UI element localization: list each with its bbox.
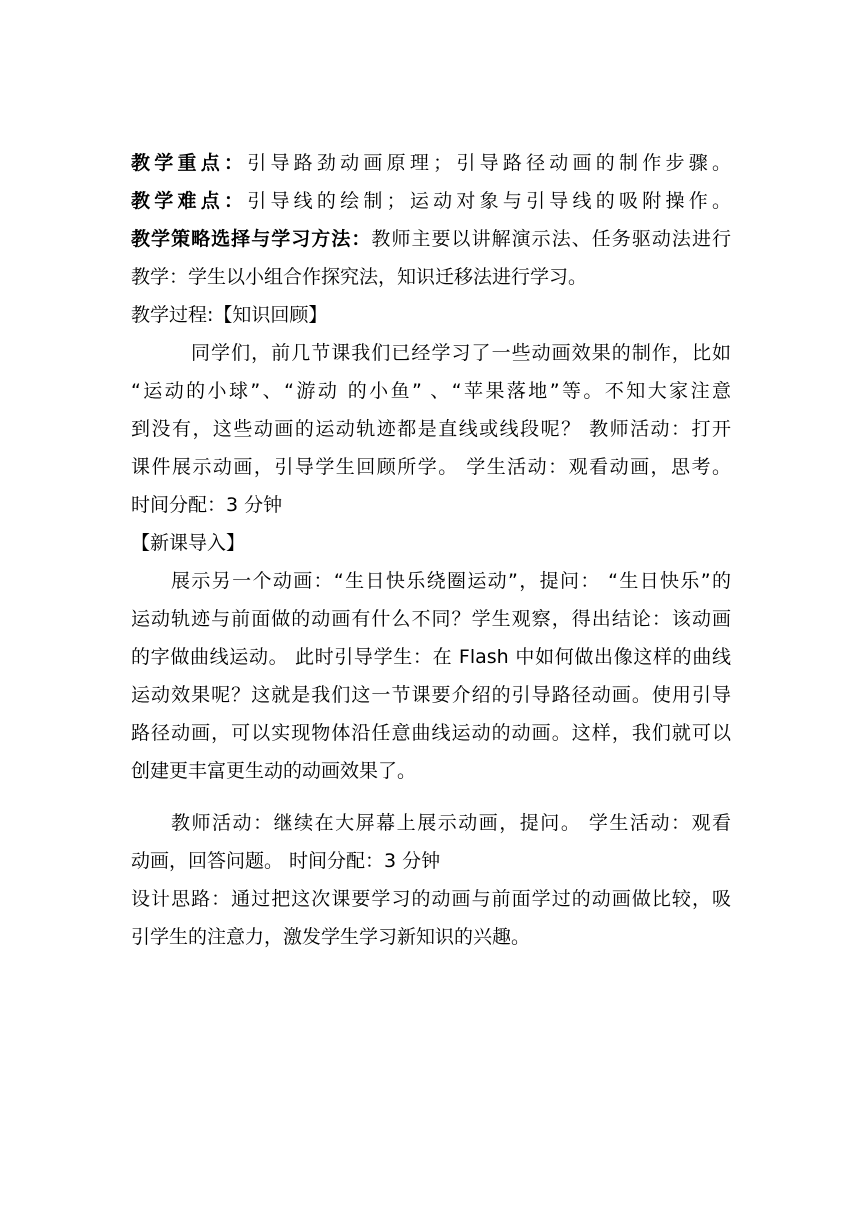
new-lesson-heading: 【新课导入】 <box>131 532 246 554</box>
teaching-strategy-text: 教师主要以讲解演示法、任务驱动法进行 <box>371 228 731 250</box>
intro-paragraph-line-2: 运动轨迹与前面做的动画有什么不同？学生观察，得出结论：该动画 <box>131 608 731 630</box>
review-paragraph-line-3: 到没有，这些动画的运动轨迹都是直线或线段呢？ 教师活动：打开 <box>131 418 731 440</box>
teaching-focus-text: 引导路劲动画原理；引导路径动画的制作步骤。 <box>247 152 731 174</box>
teaching-strategy-line <box>131 226 731 252</box>
review-time-allocation: 时间分配：3 分钟 <box>131 494 283 516</box>
review-paragraph-line-1: 同学们，前几节课我们已经学习了一些动画效果的制作，比如 <box>191 342 731 364</box>
teaching-strategy-line-2: 教学：学生以小组合作探究法，知识迁移法进行学习。 <box>131 266 588 288</box>
review-paragraph-line-2: “运动的小球”、“游动 的小鱼” 、“苹果落地”等。不知大家注意 <box>131 380 731 402</box>
teaching-process-heading: 教学过程:【知识回顾】 <box>131 304 328 326</box>
intro-paragraph-line-3: 的字做曲线运动。 此时引导学生：在 Flash 中如何做出像这样的曲线 <box>131 646 731 668</box>
teaching-focus-label: 教学重点： <box>131 152 248 174</box>
design-idea-line-1: 设计思路：通过把这次课要学习的动画与前面学过的动画做比较，吸 <box>131 888 731 910</box>
document-page <box>131 150 731 962</box>
intro-paragraph-line-1: 展示另一个动画：“生日快乐绕圈运动”，提问： “生日快乐”的 <box>171 570 731 592</box>
review-paragraph-line-4: 课件展示动画，引导学生回顾所学。 学生活动：观看动画，思考。 <box>131 456 731 478</box>
design-idea-line-2: 引学生的注意力，激发学生学习新知识的兴趣。 <box>131 926 531 948</box>
intro-paragraph-line-4: 运动效果呢？这就是我们这一节课要介绍的引导路径动画。使用引导 <box>131 684 731 706</box>
intro-paragraph-line-6: 创建更丰富更生动的动画效果了。 <box>131 760 417 782</box>
intro-paragraph-line-5: 路径动画，可以实现物体沿任意曲线运动的动画。这样，我们就可以 <box>131 722 731 744</box>
activity-paragraph-line-2: 动画，回答问题。 时间分配：3 分钟 <box>131 850 441 872</box>
teaching-focus-line <box>131 150 731 176</box>
teaching-difficulty-line <box>131 188 731 214</box>
activity-paragraph-line-1: 教师活动：继续在大屏幕上展示动画，提问。 学生活动：观看 <box>171 812 731 834</box>
teaching-difficulty-text: 引导线的绘制；运动对象与引导线的吸附操作。 <box>247 190 731 212</box>
teaching-difficulty-label: 教学难点： <box>131 190 248 212</box>
teaching-strategy-label: 教学策略选择与学习方法： <box>131 228 372 250</box>
